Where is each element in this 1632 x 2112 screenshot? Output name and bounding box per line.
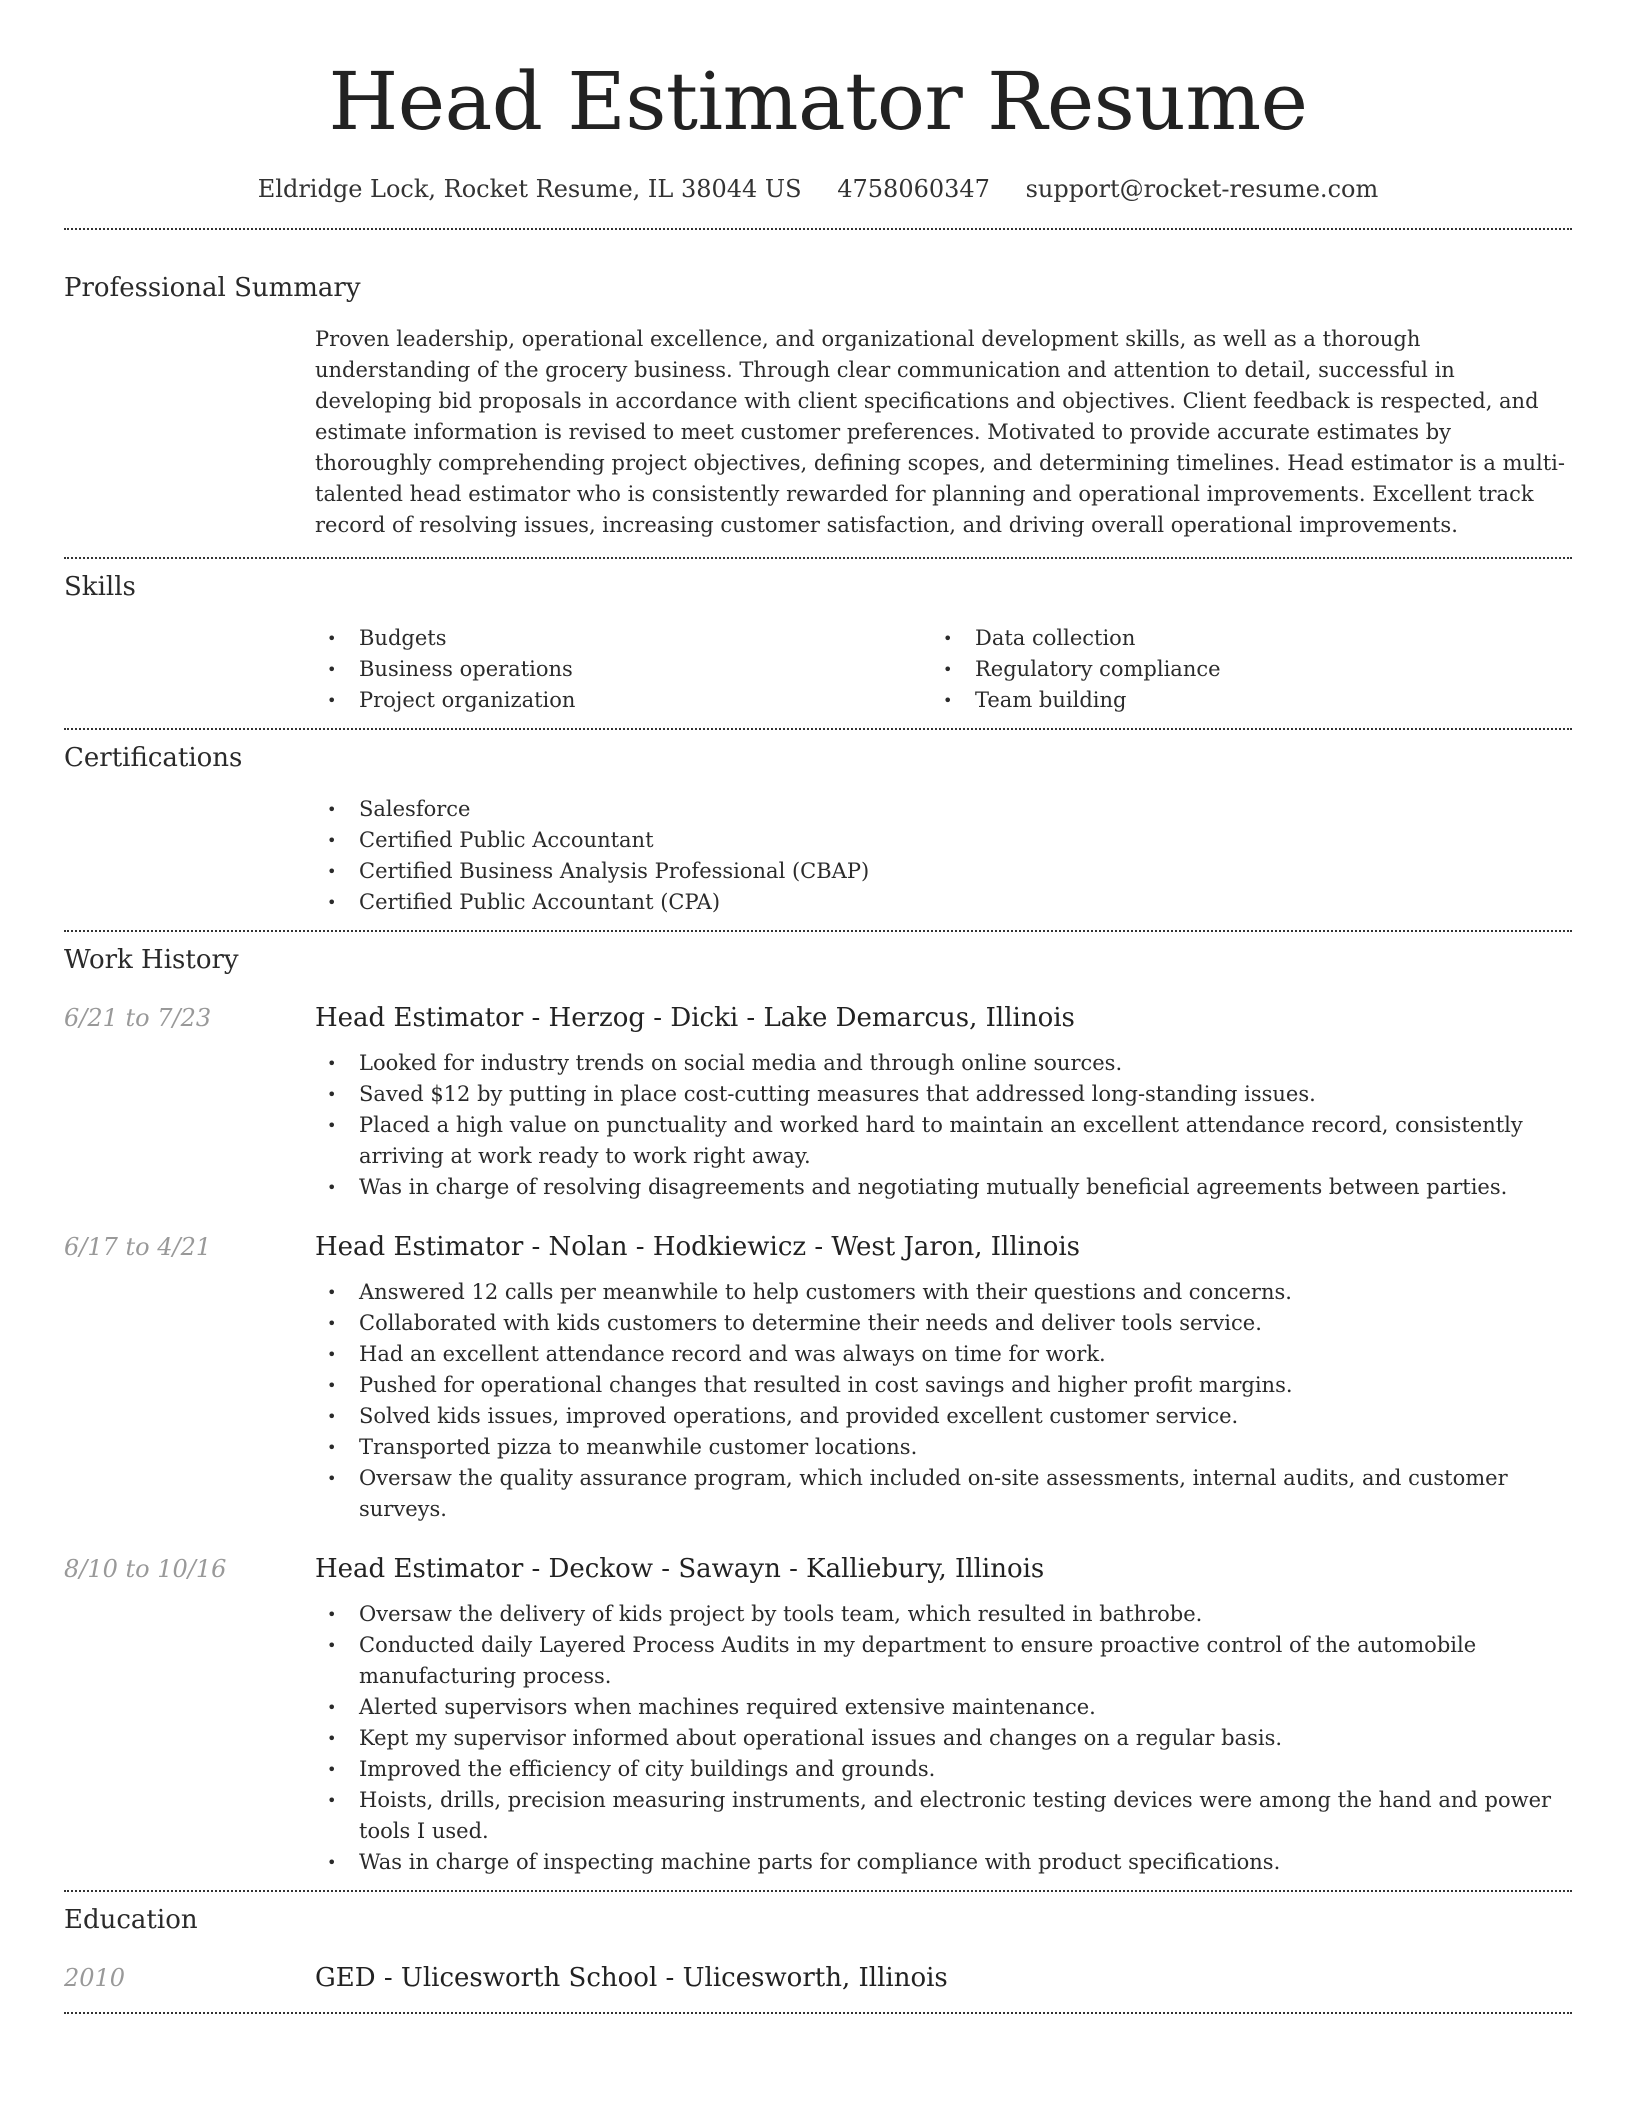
education-date: 2010 bbox=[64, 1964, 126, 1992]
divider bbox=[64, 228, 1572, 230]
work-bullet: • Saved $12 by putting in place cost-cutting measures that addressed long-standing issues. bbox=[315, 1079, 1572, 1110]
education-heading: Education bbox=[64, 1905, 198, 1935]
education-entry bbox=[64, 1960, 1572, 1996]
work-entry bbox=[64, 1000, 1572, 1203]
certification-item: • Certified Business Analysis Professional (CBAP) bbox=[315, 856, 1572, 887]
work-bullet: • Had an excellent attendance record and was always on time for work. bbox=[315, 1339, 1572, 1370]
skill-item: • Project organization bbox=[315, 685, 931, 716]
work-bullet: • Oversaw the quality assurance program, which included on-site assessments, internal audits, and customer surveys. bbox=[315, 1463, 1572, 1525]
work-date: 6/17 to 4/21 bbox=[64, 1233, 212, 1261]
work-title: Head Estimator - Herzog - Dicki - Lake Demarcus, Illinois bbox=[315, 1003, 1075, 1033]
work-bullet: • Looked for industry trends on social media and through online sources. bbox=[315, 1048, 1572, 1079]
contact-email: support@rocket-resume.com bbox=[1025, 175, 1379, 203]
work-bullet: • Kept my supervisor informed about operational issues and changes on a regular basis. bbox=[315, 1723, 1572, 1754]
work-bullet: • Solved kids issues, improved operations, and provided excellent customer service. bbox=[315, 1401, 1572, 1432]
skill-item: • Team building bbox=[931, 685, 1547, 716]
certification-item: • Salesforce bbox=[315, 794, 1572, 825]
divider bbox=[64, 930, 1572, 932]
work-bullet: • Placed a high value on punctuality and worked hard to maintain an excellent attendance record, consistently arriving at work ready to work right away. bbox=[315, 1110, 1572, 1172]
work-title: Head Estimator - Deckow - Sawayn - Kalliebury, Illinois bbox=[315, 1554, 1045, 1584]
work-title: Head Estimator - Nolan - Hodkiewicz - West Jaron, Illinois bbox=[315, 1232, 1081, 1262]
work-bullet: • Was in charge of inspecting machine parts for compliance with product specifications. bbox=[315, 1847, 1572, 1878]
contact-phone: 4758060347 bbox=[837, 175, 990, 203]
divider bbox=[64, 728, 1572, 730]
work-entry bbox=[64, 1229, 1572, 1525]
contact-line bbox=[64, 172, 1572, 206]
work-bullet: • Alerted supervisors when machines required extensive maintenance. bbox=[315, 1692, 1572, 1723]
work-heading: Work History bbox=[64, 945, 239, 975]
skill-item: • Budgets bbox=[315, 623, 931, 654]
work-date: 8/10 to 10/16 bbox=[64, 1555, 227, 1583]
certification-item: • Certified Public Accountant (CPA) bbox=[315, 887, 1572, 918]
education-title: GED - Ulicesworth School - Ulicesworth, Illinois bbox=[315, 1963, 948, 1993]
skills-list bbox=[315, 623, 1572, 716]
work-bullet: • Collaborated with kids customers to determine their needs and deliver tools service. bbox=[315, 1308, 1572, 1339]
skills-column-left bbox=[315, 623, 931, 716]
certifications-heading: Certifications bbox=[64, 743, 243, 773]
skills-column-right bbox=[931, 623, 1547, 716]
contact-address: Eldridge Lock, Rocket Resume, IL 38044 US bbox=[257, 175, 802, 203]
divider bbox=[64, 2012, 1572, 2014]
work-bullet: • Oversaw the delivery of kids project by tools team, which resulted in bathrobe. bbox=[315, 1599, 1572, 1630]
work-bullets bbox=[315, 1277, 1572, 1525]
divider bbox=[64, 557, 1572, 559]
skill-item: • Regulatory compliance bbox=[931, 654, 1547, 685]
work-bullets bbox=[315, 1599, 1572, 1878]
page-title: Head Estimator Resume bbox=[328, 55, 1308, 148]
skills-heading: Skills bbox=[64, 572, 136, 602]
skill-item: • Business operations bbox=[315, 654, 931, 685]
summary-text: Proven leadership, operational excellence, and organizational development skills, as well as a thorough understanding of the grocery business. Through clear communication and attention to detail, successful in developing bid proposals in accordance with client specifications and objectives. Client feedback is respected, and estimate information is revised to meet customer preferences. Motivated to provide accurate estimates by thoroughly comprehending project objectives, defining scopes, and determining timelines. Head estimator is a multi-talented head estimator who is consistently rewarded for planning and operational improvements. Excellent track record of resolving issues, increasing customer satisfaction, and driving overall operational improvements. bbox=[315, 327, 1565, 537]
work-bullet: • Hoists, drills, precision measuring instruments, and electronic testing devices were among the hand and power tools I used. bbox=[315, 1785, 1572, 1847]
skill-item: • Data collection bbox=[931, 623, 1547, 654]
work-entry bbox=[64, 1551, 1572, 1878]
work-bullets bbox=[315, 1048, 1572, 1203]
work-bullet: • Transported pizza to meanwhile customer locations. bbox=[315, 1432, 1572, 1463]
work-bullet: • Conducted daily Layered Process Audits in my department to ensure proactive control of the automobile manufacturing process. bbox=[315, 1630, 1572, 1692]
certifications-list bbox=[315, 794, 1572, 918]
work-bullet: • Was in charge of resolving disagreements and negotiating mutually beneficial agreements between parties. bbox=[315, 1172, 1572, 1203]
certification-item: • Certified Public Accountant bbox=[315, 825, 1572, 856]
divider bbox=[64, 1890, 1572, 1892]
summary-heading: Professional Summary bbox=[64, 273, 361, 303]
resume-page bbox=[64, 0, 1572, 2014]
work-date: 6/21 to 7/23 bbox=[64, 1004, 212, 1032]
work-bullet: • Answered 12 calls per meanwhile to help customers with their questions and concerns. bbox=[315, 1277, 1572, 1308]
work-bullet: • Pushed for operational changes that resulted in cost savings and higher profit margins. bbox=[315, 1370, 1572, 1401]
work-bullet: • Improved the efficiency of city buildings and grounds. bbox=[315, 1754, 1572, 1785]
